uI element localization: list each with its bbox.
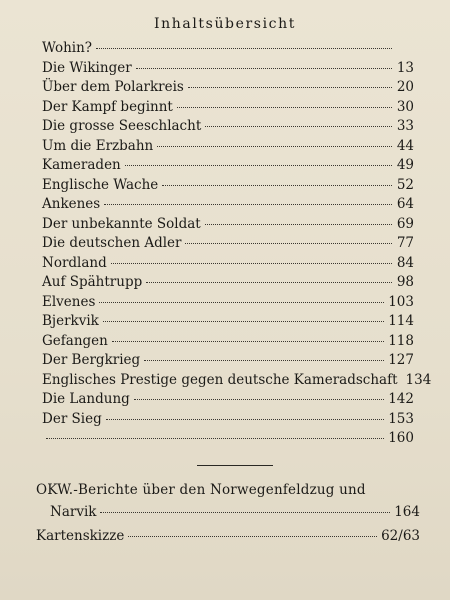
dot-leader: [106, 419, 384, 420]
entry-page: 13: [396, 59, 414, 76]
okw-reports-title-cont: Narvik: [50, 504, 97, 520]
entry-page: 134: [405, 371, 432, 388]
toc-entry: [42, 294, 414, 314]
dot-leader: [205, 224, 392, 225]
toc-entry: [42, 196, 414, 216]
entry-title: Der Kampf beginnt: [42, 98, 173, 115]
toc-entry: [42, 99, 414, 119]
dot-leader: [96, 48, 392, 49]
entry-page: 127: [388, 352, 414, 368]
entry-page: 114: [388, 313, 414, 329]
entry-title: Nordland: [42, 254, 107, 271]
maps-page: 62/63: [381, 528, 420, 544]
entry-page: 30: [396, 98, 414, 115]
entry-page: 69: [396, 215, 414, 232]
entry-title: Über dem Polarkreis: [42, 79, 184, 95]
entry-page: 77: [396, 235, 414, 251]
toc-entry: [42, 313, 414, 333]
page-title: Inhaltsübersicht: [154, 16, 296, 32]
maps-title: Kartenskizze: [36, 528, 125, 544]
entry-page: 142: [388, 391, 414, 407]
entry-page: 33: [396, 118, 414, 134]
entry-title: Kameraden: [42, 157, 121, 173]
toc-entry: [42, 60, 414, 80]
toc-entry: [42, 333, 414, 353]
entry-page: 160: [388, 430, 414, 446]
dot-leader: [162, 185, 392, 186]
toc-entry: [42, 411, 414, 431]
entry-title: Englische Wache: [42, 176, 159, 193]
toc-entry: [42, 118, 414, 138]
dot-leader: [111, 263, 392, 264]
entry-title: Wohin?: [42, 40, 93, 56]
section-divider: [197, 465, 273, 466]
toc-entry: [42, 216, 414, 236]
toc-entry: [42, 79, 414, 99]
dot-leader: [188, 87, 392, 88]
maps-entry: [36, 528, 420, 552]
toc-entry: [42, 235, 414, 255]
dot-leader: [128, 536, 377, 537]
dot-leader: [125, 165, 392, 166]
entry-title: Der unbekannte Soldat: [42, 215, 201, 232]
entry-page: 44: [396, 137, 414, 154]
toc-entry: [42, 352, 414, 372]
entry-title: Um die Erzbahn: [42, 137, 154, 154]
entry-page: 49: [396, 157, 414, 173]
okw-reports-entry: [36, 504, 420, 528]
toc-entry: [42, 430, 414, 450]
entry-title: Auf Spähtrupp: [42, 274, 143, 290]
entry-title: Die Wikinger: [42, 59, 132, 76]
entry-page: 84: [396, 254, 414, 271]
entry-title: Gefangen: [42, 332, 108, 349]
okw-reports-title: OKW.-Berichte über den Norwegenfeldzug und: [36, 482, 366, 498]
entry-page: 98: [396, 274, 414, 290]
entry-title: Der Bergkrieg: [42, 352, 141, 368]
dot-leader: [144, 360, 384, 361]
toc-entry: [42, 274, 414, 294]
entry-title: Die deutschen Adler: [42, 235, 182, 251]
okw-reports-page: 164: [394, 504, 420, 520]
dot-leader: [112, 341, 384, 342]
dot-leader: [177, 107, 392, 108]
dot-leader: [46, 438, 384, 439]
entry-page: 52: [396, 176, 414, 193]
entry-title: Bjerkvik: [42, 313, 99, 329]
entry-title: Die grosse Seeschlacht: [42, 118, 202, 134]
toc-entry: [42, 255, 414, 275]
entry-title: Der Sieg: [42, 410, 102, 427]
toc-entry: [42, 371, 432, 392]
dot-leader: [146, 282, 392, 283]
toc-entry: [42, 138, 414, 158]
entry-page: 118: [388, 332, 414, 349]
entry-title: Ankenes: [42, 196, 101, 212]
dot-leader: [136, 68, 392, 69]
entry-title: Elvenes: [42, 293, 96, 310]
toc-entry: [42, 40, 414, 60]
dot-leader: [100, 512, 390, 513]
dot-leader: [103, 321, 384, 322]
entry-page: 103: [388, 293, 414, 310]
toc-entry: [42, 177, 414, 197]
entry-title: Englisches Prestige gegen deutsche Kameradschaft: [42, 371, 398, 388]
dot-leader: [205, 126, 392, 127]
entry-title: Die Landung: [42, 391, 130, 407]
dot-leader: [157, 146, 392, 147]
entry-page: 20: [396, 79, 414, 95]
entry-page: 153: [388, 410, 414, 427]
dot-leader: [134, 399, 384, 400]
dot-leader: [99, 302, 384, 303]
dot-leader: [185, 243, 392, 244]
entry-page: 64: [396, 196, 414, 212]
appendix-section: [36, 482, 420, 552]
toc-entry: [42, 157, 414, 177]
table-of-contents: [42, 40, 432, 450]
toc-entry: [42, 391, 414, 411]
dot-leader: [104, 204, 392, 205]
